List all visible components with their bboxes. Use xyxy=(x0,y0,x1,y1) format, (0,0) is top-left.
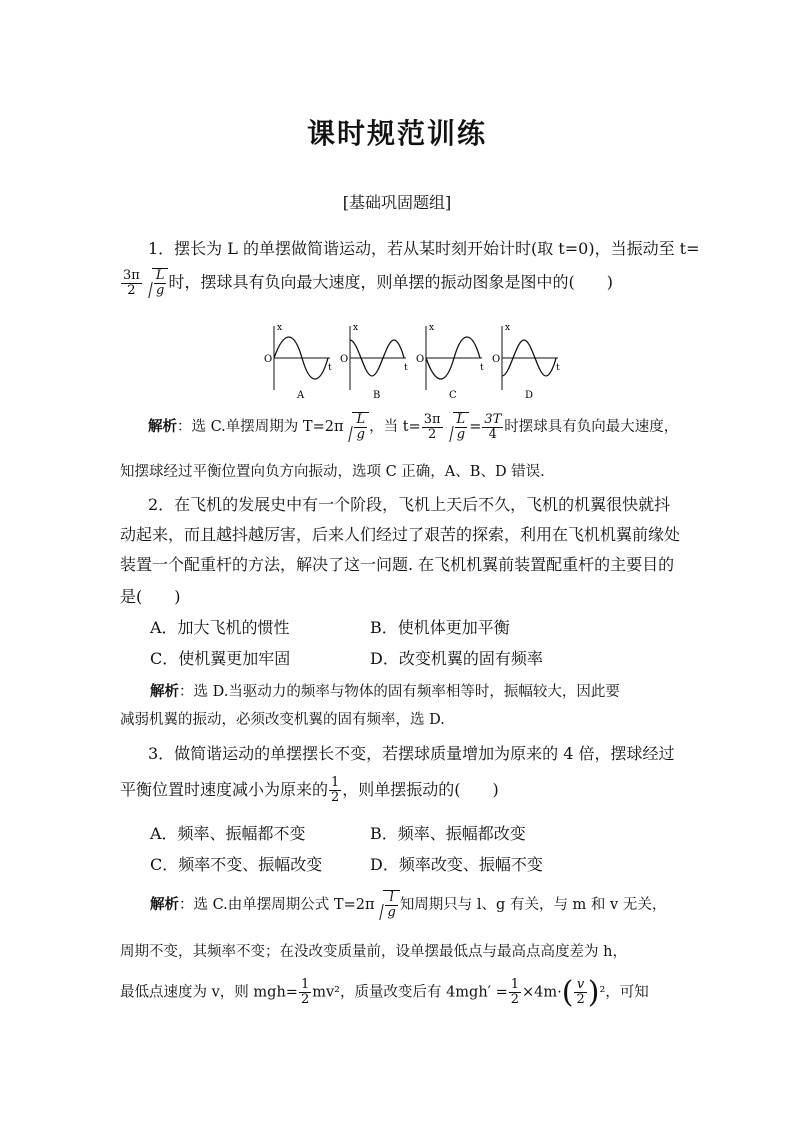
graph-label-b: B xyxy=(373,390,381,400)
q2-option-c: C．使机翼更加牢固 xyxy=(150,649,291,668)
axis-label-x: x xyxy=(429,323,435,333)
q3-option-c: C．频率不变、振幅改变 xyxy=(150,855,323,874)
q3-answer-line1: 解析：选 C.由单摆周期公式 T=2π $\frac{l}{g}$ 知周期只与 l、g 有关，与 m 和 v 无关， xyxy=(150,890,667,920)
q1-frac: $\frac{3\pi}{2}$ xyxy=(123,267,140,298)
q1-answer-line1: 解析：选 C.单摆周期为 T=2π $\frac{L}{g}$ ，当 t= $\frac{3\pi}{2}$ $\frac{L}{g}$ = $\frac{3T}{4}$ 时摆球具有负向最大速度， xyxy=(148,411,679,442)
axis-label-t: t xyxy=(404,363,408,373)
q1-line2-text: 时，摆球具有负向最大速度，则单摆的振动图象是图中的( ) xyxy=(168,272,613,292)
q2-line1: 2．在飞机的发展史中有一个阶段，飞机上天后不久，飞机的机翼很快就抖 xyxy=(148,495,671,514)
q2-option-b: B．使机体更加平衡 xyxy=(370,618,510,637)
answer-label: 解析 xyxy=(150,896,179,913)
q1-line2 xyxy=(120,268,613,298)
q3-line2: 平衡位置时速度减小为原来的 $\frac{1}{2}$ ，则单摆振动的( ) xyxy=(120,775,499,805)
section-heading: [基础巩固题组] xyxy=(342,193,452,212)
graph-label-d: D xyxy=(525,390,534,400)
origin-label: O xyxy=(340,354,349,365)
q2-line3: 装置一个配重杆的方法，解决了这一问题. 在飞机机翼前装置配重杆的主要目的 xyxy=(120,555,675,574)
graph-a xyxy=(264,323,332,400)
q1-sqrt: $\frac{L}{g}$ xyxy=(143,268,169,298)
q3-answer-line3: 最低点速度为 v，则 mgh= $\frac{1}{2}$ mv²，质量改变后有 4mgh′ = $\frac{1}{2}$ ×4m·( $\frac{v}{2}$ )²，可知 xyxy=(120,975,649,1010)
q3-option-b: B．频率、振幅都改变 xyxy=(370,824,526,843)
axis-label-x: x xyxy=(505,323,511,333)
answer-label: 解析 xyxy=(148,418,177,435)
axis-label-x: x xyxy=(277,323,283,333)
q1-graphs xyxy=(262,320,562,400)
axis-label-x: x xyxy=(353,323,359,333)
origin-label: O xyxy=(416,354,425,365)
graph-d xyxy=(492,323,560,400)
q1-answer-line2: 知摆球经过平衡位置向负方向振动，选项 C 正确，A、B、D 错误. xyxy=(120,464,545,480)
q2-answer-line2: 减弱机翼的振动，必须改变机翼的固有频率，选 D. xyxy=(120,712,445,728)
q3-option-d: D．频率改变、振幅不变 xyxy=(370,855,543,874)
q2-line4: 是( ) xyxy=(120,587,181,606)
graph-b xyxy=(340,323,408,400)
axis-label-t: t xyxy=(480,363,484,373)
q2-line2: 动起来，而且越抖越厉害，后来人们经过了艰苦的探索，利用在飞机机翼前缘处 xyxy=(120,525,681,544)
page-title: 课时规范训练 xyxy=(306,117,487,150)
q2-option-a: A．加大飞机的惯性 xyxy=(150,618,290,637)
answer-label: 解析 xyxy=(150,683,179,700)
axis-label-t: t xyxy=(328,363,332,373)
origin-label: O xyxy=(492,354,501,365)
q3-line1: 3．做简谐运动的单摆摆长不变，若摆球质量增加为原来的 4 倍，摆球经过 xyxy=(148,744,675,763)
origin-label: O xyxy=(264,354,273,365)
q3-option-a: A．频率、振幅都不变 xyxy=(150,824,306,843)
q2-answer-line1: 解析：选 D.当驱动力的频率与物体的固有频率相等时，振幅较大，因此要 xyxy=(150,683,620,700)
axis-label-t: t xyxy=(556,363,560,373)
graph-label-a: A xyxy=(297,390,305,400)
graph-c xyxy=(416,323,484,400)
graph-label-c: C xyxy=(449,390,457,400)
q3-answer-line2: 周期不变，其频率不变；在没改变质量前，设单摆最低点与最高点高度差为 h， xyxy=(120,944,627,960)
q2-option-d: D．改变机翼的固有频率 xyxy=(370,649,543,668)
q1-line1: 1．摆长为 L 的单摆做简谐运动，若从某时刻开始计时(取 t=0)，当振动至 t= xyxy=(148,239,700,258)
